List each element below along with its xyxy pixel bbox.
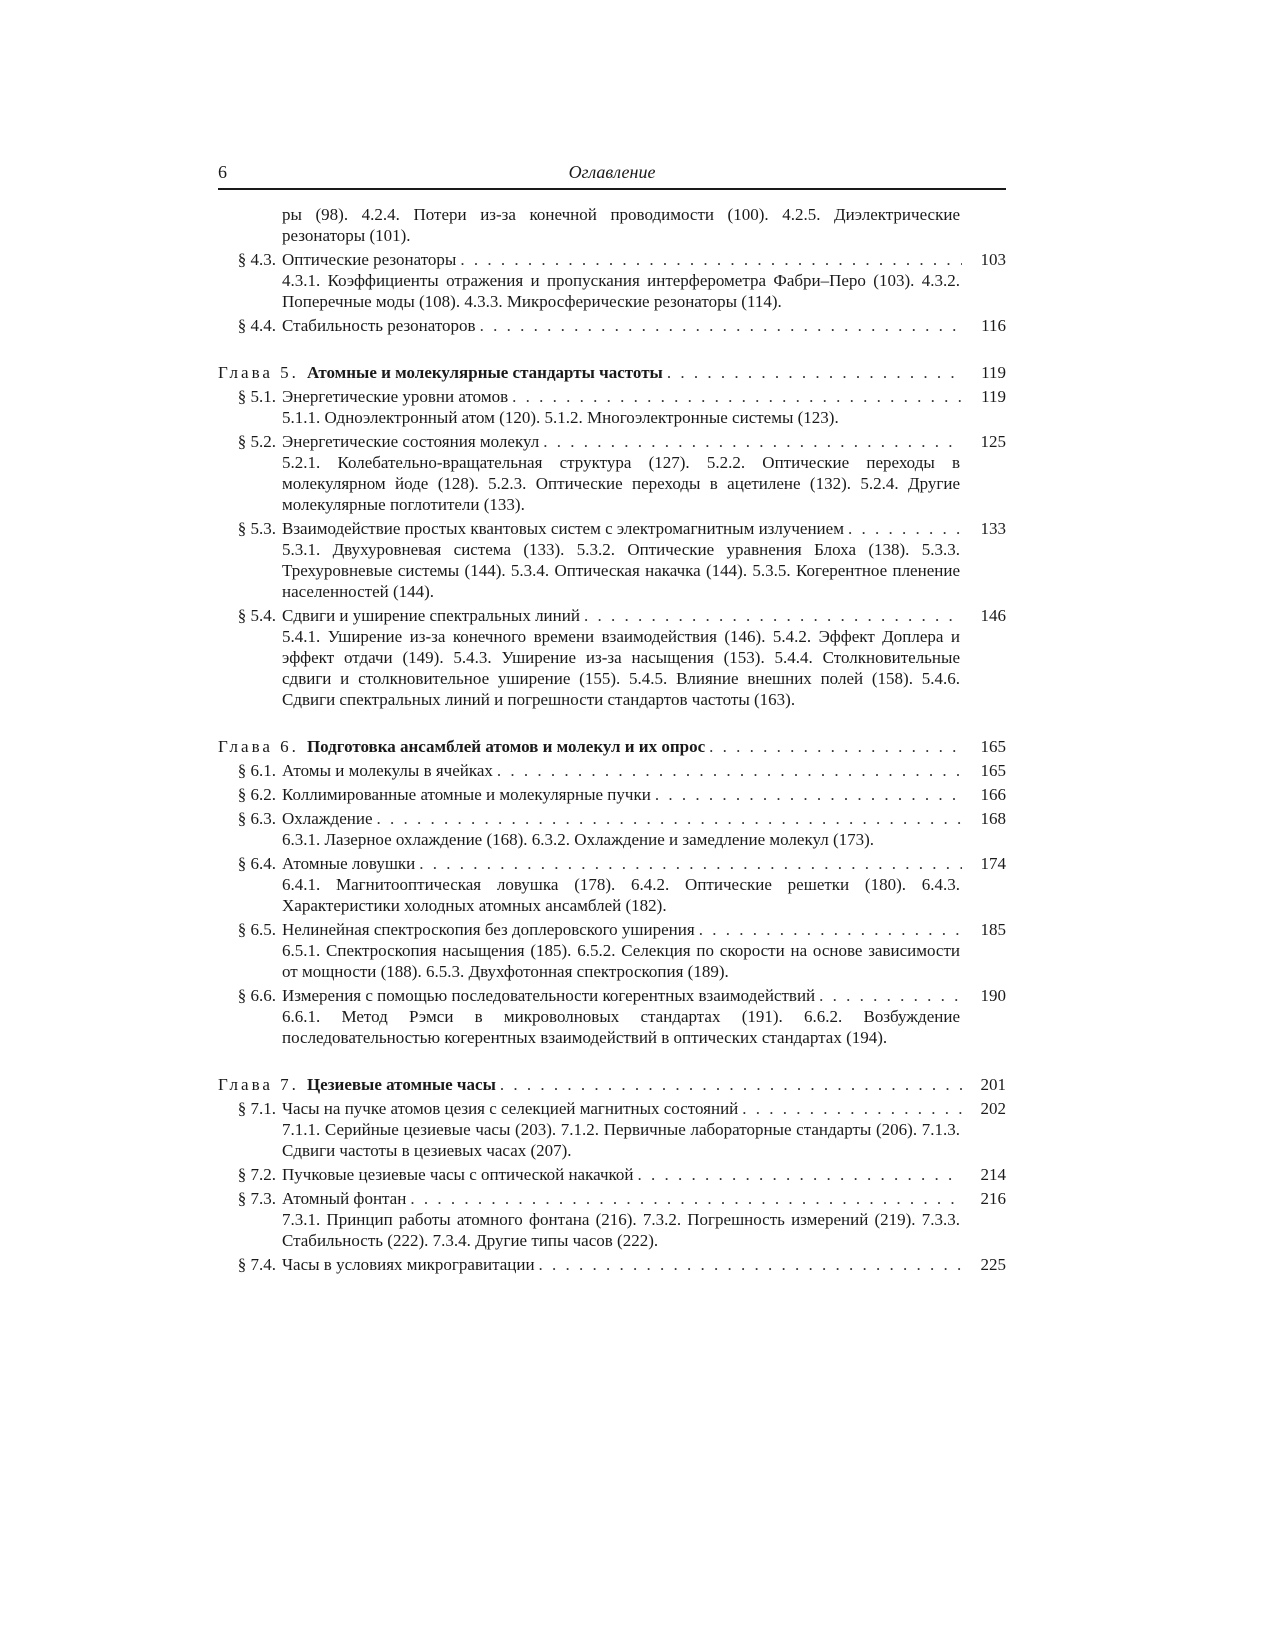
leader-dots — [848, 518, 962, 539]
leader-dots — [638, 1164, 962, 1185]
section-title[interactable]: Оптические резонаторы — [282, 250, 457, 269]
section-number: § 4.4. — [237, 316, 276, 335]
section-page-number: 165 — [980, 761, 1006, 780]
chapter-title[interactable]: Цезиевые атомные часы — [306, 1075, 496, 1094]
subsection-list: 5.3.1. Двухуровневая система (133). 5.3.2. Оптические уравнения Блоха (138). 5.3.3. Трехуровневые системы (144). 5.3.4. Оптическая накачка (144). 5.3.5. Когерентное пленение населенностей (144). — [282, 540, 960, 601]
toc-chapter — [218, 736, 1006, 1048]
chapter-label: Глава 7. — [218, 1075, 299, 1094]
toc-section-line — [218, 315, 1006, 336]
chapter-line[interactable] — [218, 736, 1006, 757]
section-page-number: 225 — [980, 1255, 1006, 1274]
leader-dots — [699, 919, 962, 940]
toc-section-entry[interactable] — [218, 919, 1006, 982]
section-number: § 7.1. — [237, 1099, 276, 1118]
leader-dots — [819, 985, 962, 1006]
section-number: § 7.3. — [237, 1189, 276, 1208]
section-number: § 7.4. — [237, 1255, 276, 1274]
section-title[interactable]: Нелинейная спектроскопия без доплеровского уширения — [282, 920, 695, 939]
toc-section-entry[interactable] — [218, 784, 1006, 805]
section-page-number: 125 — [980, 432, 1006, 451]
section-title[interactable]: Пучковые цезиевые часы с оптической накачкой — [282, 1165, 634, 1184]
subsection-list: 7.3.1. Принцип работы атомного фонтана (216). 7.3.2. Погрешность измерений (219). 7.3.3. Стабильность (222). 7.3.4. Другие типы часов (222). — [282, 1210, 960, 1250]
section-page-number: 146 — [980, 606, 1006, 625]
subsection-list: 5.2.1. Колебательно-вращательная структура (127). 5.2.2. Оптические переходы в молекулярном йоде (128). 5.2.3. Оптические переходы в ацетилене (132). 5.2.4. Другие молекулярные поглотители (133). — [282, 453, 960, 514]
toc-section-entry[interactable] — [218, 605, 1006, 710]
toc-section-line — [218, 1098, 1006, 1119]
section-title[interactable]: Часы в условиях микрогравитации — [282, 1255, 535, 1274]
section-number: § 6.1. — [237, 761, 276, 780]
chapter-title[interactable]: Атомные и молекулярные стандарты частоты — [306, 363, 663, 382]
section-title[interactable]: Часы на пучке атомов цезия с селекцией магнитных состояний — [282, 1099, 739, 1118]
toc-section-entry[interactable] — [218, 1254, 1006, 1275]
toc-section-entry[interactable] — [218, 386, 1006, 428]
section-title[interactable]: Энергетические состояния молекул — [282, 432, 540, 451]
section-page-number: 214 — [980, 1165, 1006, 1184]
toc-chapter — [218, 1074, 1006, 1275]
leader-dots — [500, 1074, 962, 1095]
subsection-list: 6.5.1. Спектроскопия насыщения (185). 6.5.2. Селекция по скорости на основе зависимости от мощности (188). 6.5.3. Двухфотонная спектроскопия (189). — [282, 941, 960, 981]
toc-section-line — [218, 1254, 1006, 1275]
toc-section-entry[interactable] — [218, 315, 1006, 336]
section-page-number: 116 — [981, 316, 1006, 335]
leader-dots — [584, 605, 962, 626]
chapter-title[interactable]: Подготовка ансамблей атомов и молекул и их опрос — [306, 737, 706, 756]
toc-section-line — [218, 853, 1006, 874]
subsection-list: 7.1.1. Серийные цезиевые часы (203). 7.1.2. Первичные лабораторные стандарты (206). 7.1.3. Сдвиги частоты в цезиевых часах (207). — [282, 1120, 960, 1160]
section-number: § 6.5. — [237, 920, 276, 939]
leader-dots — [460, 249, 962, 270]
toc-section-line — [218, 249, 1006, 270]
section-page-number: 185 — [980, 920, 1006, 939]
section-title[interactable]: Охлаждение — [282, 809, 373, 828]
page-number: 6 — [218, 162, 227, 182]
toc-section-entry[interactable] — [218, 808, 1006, 850]
section-title[interactable]: Энергетические уровни атомов — [282, 387, 509, 406]
section-title[interactable]: Коллимированные атомные и молекулярные пучки — [282, 785, 651, 804]
subsection-list: 6.3.1. Лазерное охлаждение (168). 6.3.2. Охлаждение и замедление молекул (173). — [282, 830, 875, 849]
subsection-list: 6.4.1. Магнитооптическая ловушка (178). 6.4.2. Оптические решетки (180). 6.4.3. Характеристики холодных атомных ансамблей (182). — [282, 875, 960, 915]
section-number: § 5.2. — [237, 432, 276, 451]
leader-dots — [497, 760, 962, 781]
leader-dots — [480, 315, 962, 336]
section-page-number: 119 — [981, 387, 1006, 406]
section-page-number: 103 — [980, 250, 1006, 269]
toc-section-entry[interactable] — [218, 518, 1006, 602]
chapter-label: Глава 5. — [218, 363, 299, 382]
section-number: § 6.6. — [237, 986, 276, 1005]
running-head — [218, 158, 1006, 190]
leader-dots — [539, 1254, 962, 1275]
section-number: § 6.2. — [237, 785, 276, 804]
section-number: § 5.3. — [237, 519, 276, 538]
leader-dots — [709, 736, 962, 757]
leader-dots — [410, 1188, 962, 1209]
chapter-line[interactable] — [218, 362, 1006, 383]
subsection-list: 5.1.1. Одноэлектронный атом (120). 5.1.2. Многоэлектронные системы (123). — [282, 408, 839, 427]
toc-section-line — [218, 985, 1006, 1006]
section-number: § 7.2. — [237, 1165, 276, 1184]
toc-section-line — [218, 784, 1006, 805]
subsection-list: 5.4.1. Уширение из-за конечного времени взаимодействия (146). 5.4.2. Эффект Доплера и эффект отдачи (149). 5.4.3. Уширение из-за насыщения (153). 5.4.4. Столкновительные сдвиги и столкновительное уширение (155). 5.4.5. Влияние внешних полей (158). 5.4.6. Сдвиги спектральных линий и погрешности стандартов частоты (163). — [282, 627, 960, 709]
running-title: Оглавление — [568, 162, 656, 182]
toc-section-line — [218, 431, 1006, 452]
toc-section-entry[interactable] — [218, 760, 1006, 781]
section-page-number: 216 — [980, 1189, 1006, 1208]
leader-dots — [667, 362, 962, 383]
toc-section-line — [218, 760, 1006, 781]
toc-section-line — [218, 605, 1006, 626]
section-number: § 6.4. — [237, 854, 276, 873]
toc-section-entry[interactable] — [218, 249, 1006, 312]
section-title[interactable]: Атомные ловушки — [282, 854, 416, 873]
chapter-page-number: 201 — [980, 1075, 1006, 1094]
section-title[interactable]: Атомы и молекулы в ячейках — [282, 761, 493, 780]
section-number: § 5.4. — [237, 606, 276, 625]
continuation-text: ры (98). 4.2.4. Потери из-за конечной проводимости (100). 4.2.5. Диэлектрические резонаторы (101). — [282, 205, 960, 245]
section-number: § 6.3. — [237, 809, 276, 828]
toc-section-line — [218, 1188, 1006, 1209]
section-page-number: 174 — [980, 854, 1006, 873]
subsection-list: 4.3.1. Коэффициенты отражения и пропускания интерферометра Фабри–Перо (103). 4.3.2. Поперечные моды (108). 4.3.3. Микросферические резонаторы (114). — [282, 271, 960, 311]
toc-section-entry[interactable] — [218, 1164, 1006, 1185]
chapter-page-number: 119 — [981, 363, 1006, 382]
leader-dots — [742, 1098, 962, 1119]
document-page — [218, 158, 1006, 1275]
subsection-list: 6.6.1. Метод Рэмси в микроволновых стандартах (191). 6.6.2. Возбуждение последовательностью когерентных взаимодействий в оптических стандартах (194). — [282, 1007, 960, 1047]
leader-dots — [512, 386, 962, 407]
toc-section-line — [218, 386, 1006, 407]
toc-section-line — [218, 808, 1006, 829]
section-page-number: 133 — [980, 519, 1006, 538]
toc-section-entry[interactable] — [218, 985, 1006, 1048]
section-number: § 4.3. — [237, 250, 276, 269]
section-title[interactable]: Атомный фонтан — [282, 1189, 407, 1208]
section-page-number: 202 — [980, 1099, 1006, 1118]
section-page-number: 168 — [980, 809, 1006, 828]
leader-dots — [377, 808, 963, 829]
toc-section-entry[interactable] — [218, 853, 1006, 916]
chapter-page-number: 165 — [980, 737, 1006, 756]
leader-dots — [543, 431, 962, 452]
toc-section-line — [218, 518, 1006, 539]
toc-section-line — [218, 919, 1006, 940]
toc-section-entry[interactable] — [218, 1188, 1006, 1251]
toc-section-line — [218, 1164, 1006, 1185]
section-title[interactable]: Измерения с помощью последовательности когерентных взаимодействий — [282, 986, 816, 1005]
section-page-number: 166 — [980, 785, 1006, 804]
chapter-label: Глава 6. — [218, 737, 299, 756]
toc-chapter — [218, 362, 1006, 710]
section-title[interactable]: Сдвиги и уширение спектральных линий — [282, 606, 580, 625]
leader-dots — [419, 853, 962, 874]
table-of-contents — [218, 204, 1006, 1275]
section-title[interactable]: Стабильность резонаторов — [282, 316, 476, 335]
chapter-line[interactable] — [218, 1074, 1006, 1095]
toc-section-entry[interactable] — [218, 1098, 1006, 1161]
section-page-number: 190 — [980, 986, 1006, 1005]
section-number: § 5.1. — [237, 387, 276, 406]
leader-dots — [655, 784, 962, 805]
toc-section-entry[interactable] — [218, 431, 1006, 515]
section-title[interactable]: Взаимодействие простых квантовых систем с электромагнитным излучением — [282, 519, 844, 538]
